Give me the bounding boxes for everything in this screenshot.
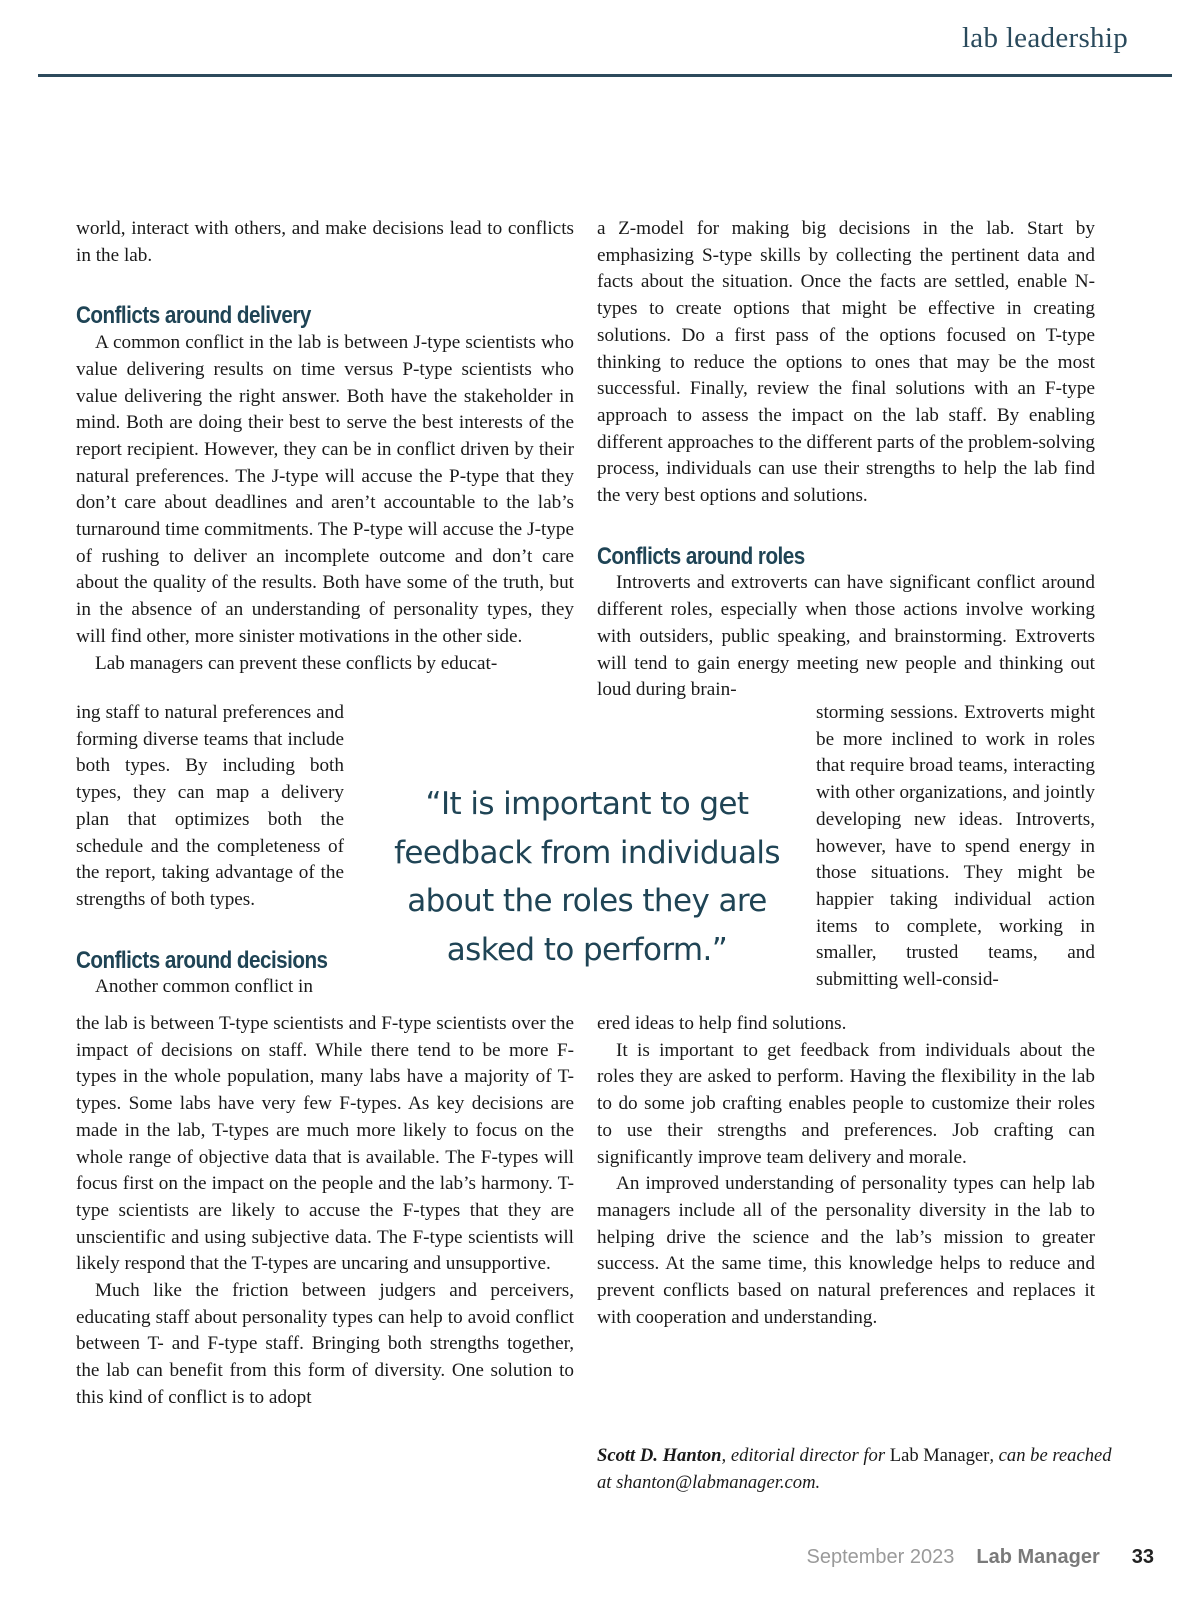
paragraph-decisions-1-lead: Another common conflict in <box>95 976 313 998</box>
paragraph-delivery-2-rest: ing staff to natural preferences and forming diverse teams that include both types. By including both types, they can map a delivery plan that optimizes both the schedule and the completeness of the report, taking advantage of the strengths of both types. <box>76 702 344 910</box>
paragraph-z-model: a Z-model for making big decisions in the lab. Start by emphasizing S-type skills by collecting the pertinent data and facts about the situation. Once the facts are settled, enable N-types to create options that might be effective in creating solutions. Do a first pass of the options focused on T-type thinking to reduce the options to ones that may be the most successful. Finally, review the final solutions with an F-type approach to assess the impact on the lab staff. By enabling different approaches to the different parts of the problem-solving process, individuals can use their strengths to help the lab find the very best options and solutions. <box>597 218 1096 507</box>
paragraph-decisions-1-rest: the lab is between T-type scientists and F-type scientists over the impact of decisions on staff. While there tend to be more F-types in the whole population, many labs have a majority of T-types. Some labs have very few F-types. As key decisions are made in the lab, T-types are much more likely to focus on the whole range of objective data that is available. The F-types will focus first on the impact on the people and the lab’s harmony. T-type scientists are likely to accuse the F-types that they are unscientific and using subjective data. The F-type scientists will likely respond that the T-types are uncaring and unsupportive. <box>76 1013 574 1275</box>
author-byline <box>597 1443 1117 1496</box>
right-narrow-block <box>816 700 1095 994</box>
heading-conflicts-decisions: Conflicts around decisions <box>76 946 328 974</box>
left-narrow-block <box>76 700 344 1001</box>
paragraph-roles-1-tail: ered ideas to help find solutions. <box>597 1013 847 1034</box>
left-column <box>76 216 574 677</box>
author-contact: , can be reached at shanton@labmanager.com. <box>597 1445 1112 1493</box>
magazine-name: Lab Manager <box>976 1546 1100 1568</box>
issue-date: September 2023 <box>806 1546 955 1568</box>
pull-quote: “It is important to get feedback from individuals about the roles they are asked to perform.” <box>394 786 780 968</box>
paragraph-roles-3: An improved understanding of personality types can help lab managers include all of the personality diversity in the lab to helping drive the science and the lab’s mission to greater success. At the same time, this knowledge helps to reduce and prevent conflicts based on natural preferences and replaces it with cooperation and understanding. <box>597 1173 1095 1328</box>
paragraph-decisions-2: Much like the friction between judgers and perceivers, educating staff about personality types can help to avoid conflict between T- and F-type staff. Bringing both strengths together, the lab can benefit from this form of diversity. One solution to this kind of conflict is to adopt <box>76 1280 574 1408</box>
left-lower-block <box>76 1011 574 1412</box>
right-column <box>597 216 1095 704</box>
right-lower-block <box>597 1011 1095 1331</box>
paragraph-intro: world, interact with others, and make decisions lead to conflicts in the lab. <box>76 218 574 266</box>
page-number: 33 <box>1131 1546 1154 1568</box>
author-role: , editorial director for <box>721 1445 890 1466</box>
publication-name: Lab Manager <box>889 1445 990 1466</box>
author-name: Scott D. Hanton <box>597 1445 722 1466</box>
paragraph-delivery-1: A common conflict in the lab is between J-type scientists who value delivering results on time versus P-type scientists who value delivering the right answer. Both have the stakeholder in mind. Both are doing their best to serve the best interests of the report recipient. However, they can be in conflict driven by their natural preferences. The J-type will accuse the P-type that they don’t care about deadlines and aren’t accountable to the lab’s turnaround time commitments. The P-type will accuse the J-type of rushing to deliver an incomplete outcome and don’t care about the quality of the results. Both have some of the truth, but in the absence of an understanding of personality types, they will find other, more sinister motivations in the other side. <box>76 332 574 647</box>
heading-conflicts-delivery: Conflicts around delivery <box>76 302 311 330</box>
paragraph-delivery-2-lead: Lab managers can prevent these conflicts by educat- <box>95 652 498 674</box>
heading-conflicts-roles: Conflicts around roles <box>597 542 805 570</box>
page-footer <box>807 1546 1155 1569</box>
paragraph-roles-2: It is important to get feedback from individuals about the roles they are asked to perform. Having the flexibility in the lab to do some job crafting enables people to customize their roles to use their strengths and preferences. Job crafting can significantly improve team delivery and morale. <box>597 1039 1095 1168</box>
paragraph-roles-1-mid: storming sessions. Extroverts might be more inclined to work in roles that require broad teams, interacting with other organizations, and jointly developing new ideas. Introverts, however, have to spend energy in those situations. They might be happier taking individual action items to complete, working in smaller, trusted teams, and submitting well-consid- <box>816 702 1095 991</box>
header-rule <box>38 74 1172 77</box>
section-label: lab leadership <box>961 22 1128 54</box>
paragraph-roles-1-lead: Introverts and extroverts can have significant conflict around different roles, especially when those actions involve working with outsiders, public speaking, and brainstorming. Extroverts will tend to gain energy meeting new people and thinking out loud during brain- <box>597 572 1095 701</box>
